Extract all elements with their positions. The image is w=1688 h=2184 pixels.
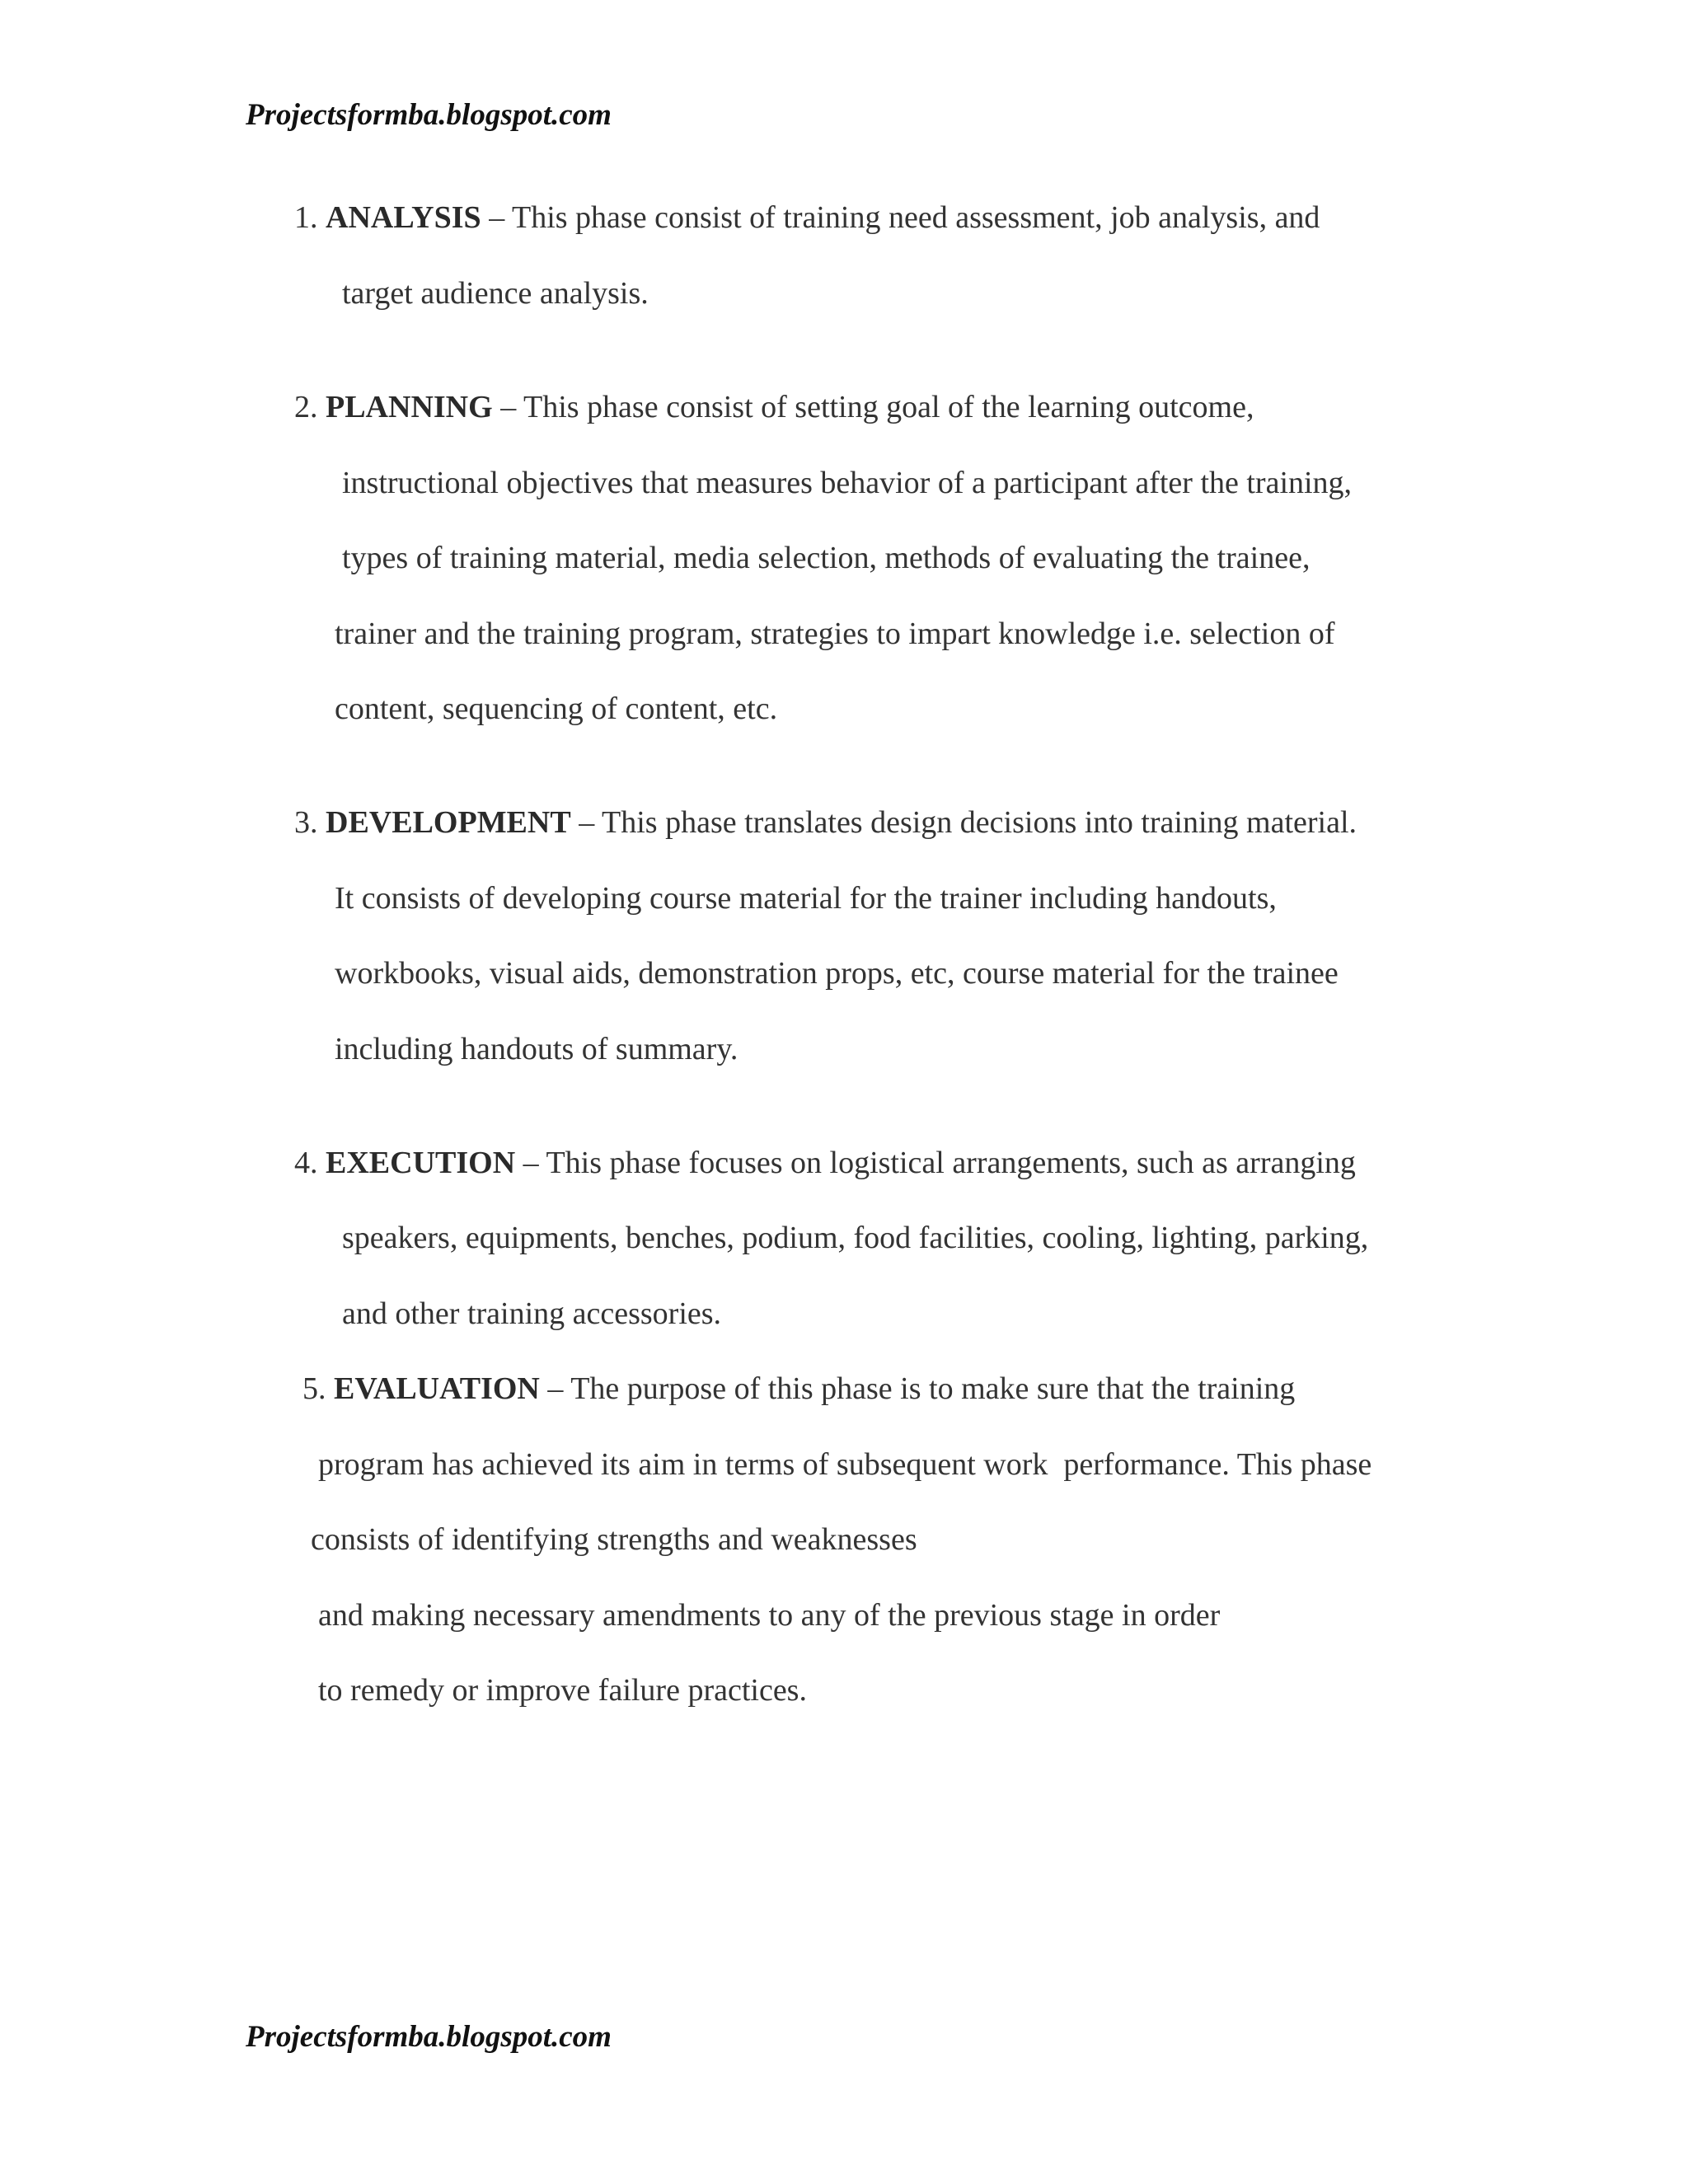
list-item-text-line: trainer and the training program, strategies to impart knowledge i.e. selection of bbox=[335, 616, 1335, 651]
list-item-text-line: content, sequencing of content, etc. bbox=[335, 691, 778, 726]
item-term: EXECUTION bbox=[326, 1146, 516, 1180]
item-number: 1. bbox=[294, 200, 318, 235]
item-number: 5. bbox=[302, 1371, 326, 1406]
list-item-development-first-line bbox=[294, 804, 1357, 841]
list-item-text-line: target audience analysis. bbox=[342, 276, 649, 311]
item-term: PLANNING bbox=[326, 390, 493, 424]
list-item-text-line: including handouts of summary. bbox=[335, 1032, 738, 1066]
list-item-evaluation-first-line bbox=[302, 1370, 1295, 1408]
list-item-text-line: types of training material, media selection, methods of evaluating the trainee, bbox=[342, 541, 1311, 575]
list-item-text-line: instructional objectives that measures behavior of a participant after the training, bbox=[342, 466, 1353, 500]
list-item-text-line: program has achieved its aim in terms of subsequent work performance. This phase bbox=[318, 1447, 1372, 1482]
item-text: – This phase consist of training need assessment, job analysis, and bbox=[481, 200, 1320, 235]
list-item-execution-first-line bbox=[294, 1144, 1356, 1182]
list-item-text-line: and making necessary amendments to any of the previous stage in order bbox=[318, 1598, 1221, 1633]
item-number: 2. bbox=[294, 390, 318, 424]
item-text: – This phase translates design decisions into training material. bbox=[570, 805, 1357, 840]
footer-watermark: Projectsformba.blogspot.com bbox=[246, 2020, 612, 2054]
list-item-text-line: speakers, equipments, benches, podium, food facilities, cooling, lighting, parking, bbox=[342, 1221, 1369, 1255]
header-watermark: Projectsformba.blogspot.com bbox=[246, 98, 612, 132]
item-text: – The purpose of this phase is to make sure that the training bbox=[539, 1371, 1296, 1406]
list-item-text-line: and other training accessories. bbox=[342, 1296, 722, 1331]
list-item-text-line: workbooks, visual aids, demonstration props, etc, course material for the trainee bbox=[335, 956, 1339, 991]
item-term: EVALUATION bbox=[334, 1371, 540, 1406]
list-item-text-line: It consists of developing course material for the trainer including handouts, bbox=[335, 881, 1277, 916]
item-text: – This phase consist of setting goal of the learning outcome, bbox=[492, 390, 1254, 424]
list-item-text-line: to remedy or improve failure practices. bbox=[318, 1673, 807, 1708]
item-number: 4. bbox=[294, 1146, 318, 1180]
list-item-analysis-first-line bbox=[294, 199, 1320, 237]
item-term: ANALYSIS bbox=[326, 200, 481, 235]
list-item-text-line: consists of identifying strengths and weaknesses bbox=[311, 1522, 917, 1557]
item-number: 3. bbox=[294, 805, 318, 840]
item-term: DEVELOPMENT bbox=[326, 805, 571, 840]
item-text: – This phase focuses on logistical arrangements, such as arranging bbox=[515, 1146, 1356, 1180]
list-item-planning-first-line bbox=[294, 388, 1254, 426]
